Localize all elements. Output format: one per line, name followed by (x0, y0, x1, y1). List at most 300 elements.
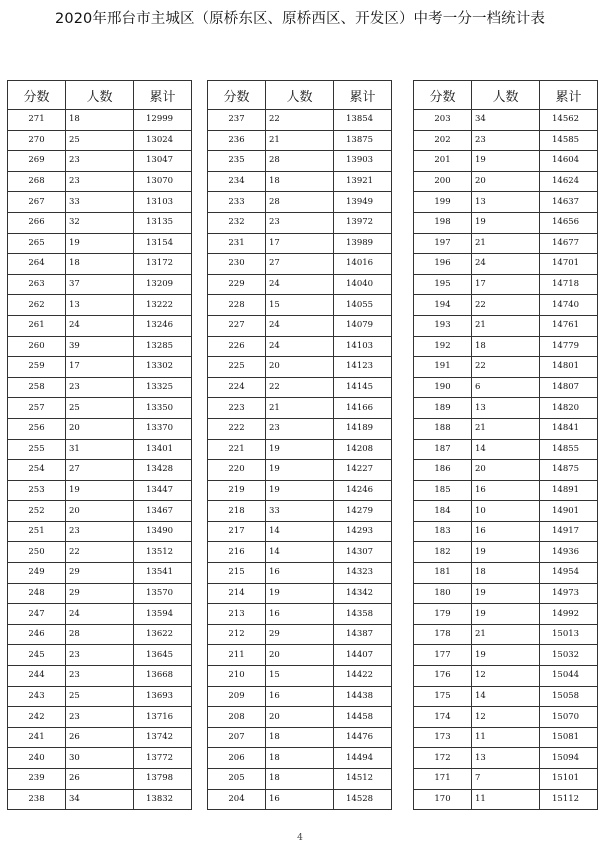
table-row (8, 666, 192, 687)
score-cell: 170 (414, 789, 472, 810)
table-row (208, 336, 392, 357)
count-cell: 20 (266, 707, 334, 728)
count-cell: 20 (472, 460, 540, 481)
table-row (208, 727, 392, 748)
count-cell: 18 (472, 336, 540, 357)
count-cell: 19 (472, 542, 540, 563)
cumulative-cell: 13302 (134, 357, 192, 378)
score-cell: 247 (8, 604, 66, 625)
cumulative-cell: 13772 (134, 748, 192, 769)
count-cell: 23 (66, 171, 134, 192)
cumulative-cell: 13172 (134, 254, 192, 275)
table-row (414, 501, 598, 522)
table-row (208, 192, 392, 213)
count-cell: 34 (472, 110, 540, 131)
score-table-2 (207, 80, 392, 810)
cumulative-cell: 14761 (540, 315, 598, 336)
table-row (208, 542, 392, 563)
table-row (208, 583, 392, 604)
cumulative-cell: 13103 (134, 192, 192, 213)
table-row (414, 439, 598, 460)
table-row (8, 727, 192, 748)
table-row (208, 460, 392, 481)
score-cell: 257 (8, 398, 66, 419)
score-cell: 253 (8, 480, 66, 501)
table-row (414, 666, 598, 687)
table-row (414, 192, 598, 213)
table-row (414, 171, 598, 192)
count-cell: 14 (472, 439, 540, 460)
cumulative-cell: 14820 (540, 398, 598, 419)
count-cell: 20 (266, 357, 334, 378)
table-row (208, 501, 392, 522)
table-row (8, 583, 192, 604)
score-cell: 200 (414, 171, 472, 192)
cumulative-cell: 14841 (540, 418, 598, 439)
score-cell: 215 (208, 563, 266, 584)
cumulative-cell: 14476 (334, 727, 392, 748)
table-row (8, 563, 192, 584)
header-score: 分数 (8, 81, 66, 110)
cumulative-cell: 14387 (334, 624, 392, 645)
score-cell: 265 (8, 233, 66, 254)
score-cell: 254 (8, 460, 66, 481)
cumulative-cell: 14512 (334, 769, 392, 790)
count-cell: 17 (472, 274, 540, 295)
count-cell: 23 (66, 521, 134, 542)
count-cell: 34 (66, 789, 134, 810)
score-cell: 255 (8, 439, 66, 460)
score-cell: 210 (208, 666, 266, 687)
cumulative-cell: 14701 (540, 254, 598, 275)
cumulative-cell: 14407 (334, 645, 392, 666)
count-cell: 18 (266, 769, 334, 790)
count-cell: 19 (266, 480, 334, 501)
score-cell: 239 (8, 769, 66, 790)
count-cell: 11 (472, 789, 540, 810)
count-cell: 28 (266, 151, 334, 172)
cumulative-cell: 13594 (134, 604, 192, 625)
table-row (8, 460, 192, 481)
score-cell: 179 (414, 604, 472, 625)
table-row (414, 542, 598, 563)
cumulative-cell: 14189 (334, 418, 392, 439)
page-title: 2020年邢台市主城区（原桥东区、原桥西区、开发区）中考一分一档统计表 (55, 11, 545, 27)
count-cell: 22 (66, 542, 134, 563)
count-cell: 37 (66, 274, 134, 295)
header-cumulative: 累计 (134, 81, 192, 110)
cumulative-cell: 14293 (334, 521, 392, 542)
score-cell: 259 (8, 357, 66, 378)
count-cell: 21 (472, 315, 540, 336)
table-row (8, 315, 192, 336)
count-cell: 30 (66, 748, 134, 769)
table-row (208, 315, 392, 336)
table-row (208, 521, 392, 542)
count-cell: 16 (266, 604, 334, 625)
count-cell: 29 (66, 583, 134, 604)
count-cell: 24 (66, 604, 134, 625)
table-row (414, 254, 598, 275)
header-count: 人数 (472, 81, 540, 110)
score-cell: 208 (208, 707, 266, 728)
cumulative-cell: 13570 (134, 583, 192, 604)
count-cell: 23 (66, 707, 134, 728)
table-row (208, 212, 392, 233)
count-cell: 7 (472, 769, 540, 790)
header-score: 分数 (414, 81, 472, 110)
cumulative-cell: 14458 (334, 707, 392, 728)
score-cell: 184 (414, 501, 472, 522)
table-row (8, 130, 192, 151)
score-cell: 262 (8, 295, 66, 316)
table-row (208, 769, 392, 790)
cumulative-cell: 14954 (540, 563, 598, 584)
table-row (208, 666, 392, 687)
cumulative-cell: 15101 (540, 769, 598, 790)
score-table-3 (413, 80, 598, 810)
score-cell: 227 (208, 315, 266, 336)
count-cell: 25 (66, 130, 134, 151)
table-row (414, 583, 598, 604)
table-header-row (8, 81, 192, 110)
table-row (414, 130, 598, 151)
table-row (208, 151, 392, 172)
score-cell: 266 (8, 212, 66, 233)
cumulative-cell: 13154 (134, 233, 192, 254)
score-cell: 242 (8, 707, 66, 728)
count-cell: 28 (266, 192, 334, 213)
count-cell: 23 (66, 151, 134, 172)
page-number: 4 (297, 833, 303, 843)
score-cell: 206 (208, 748, 266, 769)
table-row (8, 274, 192, 295)
score-cell: 258 (8, 377, 66, 398)
cumulative-cell: 14677 (540, 233, 598, 254)
table-row (8, 398, 192, 419)
cumulative-cell: 14016 (334, 254, 392, 275)
table-row (8, 171, 192, 192)
cumulative-cell: 15081 (540, 727, 598, 748)
score-cell: 198 (414, 212, 472, 233)
table-row (8, 521, 192, 542)
score-cell: 191 (414, 357, 472, 378)
score-cell: 193 (414, 315, 472, 336)
table-row (208, 233, 392, 254)
table-row (414, 418, 598, 439)
count-cell: 24 (66, 315, 134, 336)
count-cell: 20 (66, 418, 134, 439)
count-cell: 25 (66, 686, 134, 707)
score-cell: 211 (208, 645, 266, 666)
score-cell: 190 (414, 377, 472, 398)
table-row (208, 130, 392, 151)
count-cell: 13 (472, 748, 540, 769)
table-row (414, 521, 598, 542)
table-row (208, 480, 392, 501)
score-cell: 249 (8, 563, 66, 584)
count-cell: 22 (266, 110, 334, 131)
table-row (208, 274, 392, 295)
table-row (414, 727, 598, 748)
cumulative-cell: 13135 (134, 212, 192, 233)
table-row (208, 377, 392, 398)
count-cell: 18 (66, 254, 134, 275)
count-cell: 13 (472, 398, 540, 419)
cumulative-cell: 13798 (134, 769, 192, 790)
cumulative-cell: 14145 (334, 377, 392, 398)
cumulative-cell: 13070 (134, 171, 192, 192)
table-header-row (208, 81, 392, 110)
count-cell: 21 (472, 418, 540, 439)
score-cell: 172 (414, 748, 472, 769)
table-row (8, 110, 192, 131)
score-cell: 224 (208, 377, 266, 398)
score-cell: 171 (414, 769, 472, 790)
cumulative-cell: 13668 (134, 666, 192, 687)
cumulative-cell: 14528 (334, 789, 392, 810)
score-cell: 201 (414, 151, 472, 172)
count-cell: 20 (66, 501, 134, 522)
score-cell: 246 (8, 624, 66, 645)
cumulative-cell: 13903 (334, 151, 392, 172)
count-cell: 19 (472, 212, 540, 233)
cumulative-cell: 14227 (334, 460, 392, 481)
table-row (414, 357, 598, 378)
table-row (8, 645, 192, 666)
count-cell: 28 (66, 624, 134, 645)
count-cell: 31 (66, 439, 134, 460)
count-cell: 19 (472, 604, 540, 625)
cumulative-cell: 14307 (334, 542, 392, 563)
cumulative-cell: 13972 (334, 212, 392, 233)
score-cell: 203 (414, 110, 472, 131)
table-row (8, 789, 192, 810)
count-cell: 19 (266, 439, 334, 460)
table-row (208, 254, 392, 275)
cumulative-cell: 14166 (334, 398, 392, 419)
table-row (8, 501, 192, 522)
score-cell: 186 (414, 460, 472, 481)
count-cell: 19 (66, 480, 134, 501)
count-cell: 18 (266, 171, 334, 192)
count-cell: 14 (266, 542, 334, 563)
count-cell: 33 (266, 501, 334, 522)
table-row (8, 357, 192, 378)
cumulative-cell: 14055 (334, 295, 392, 316)
count-cell: 14 (472, 686, 540, 707)
score-cell: 233 (208, 192, 266, 213)
count-cell: 20 (266, 645, 334, 666)
cumulative-cell: 14624 (540, 171, 598, 192)
table-row (414, 110, 598, 131)
cumulative-cell: 13875 (334, 130, 392, 151)
count-cell: 23 (66, 666, 134, 687)
cumulative-cell: 14801 (540, 357, 598, 378)
score-cell: 174 (414, 707, 472, 728)
cumulative-cell: 13949 (334, 192, 392, 213)
table-row (414, 480, 598, 501)
count-cell: 29 (266, 624, 334, 645)
table-row (208, 439, 392, 460)
count-cell: 17 (66, 357, 134, 378)
cumulative-cell: 14585 (540, 130, 598, 151)
score-cell: 187 (414, 439, 472, 460)
score-cell: 244 (8, 666, 66, 687)
score-cell: 238 (8, 789, 66, 810)
table-row (8, 377, 192, 398)
score-cell: 225 (208, 357, 266, 378)
cumulative-cell: 14973 (540, 583, 598, 604)
count-cell: 23 (66, 645, 134, 666)
count-cell: 21 (472, 233, 540, 254)
cumulative-cell: 14342 (334, 583, 392, 604)
cumulative-cell: 13622 (134, 624, 192, 645)
cumulative-cell: 13350 (134, 398, 192, 419)
count-cell: 23 (266, 212, 334, 233)
count-cell: 13 (66, 295, 134, 316)
cumulative-cell: 14494 (334, 748, 392, 769)
table-row (414, 398, 598, 419)
score-cell: 235 (208, 151, 266, 172)
cumulative-cell: 14656 (540, 212, 598, 233)
table-row (208, 604, 392, 625)
score-table-1 (7, 80, 192, 810)
score-cell: 213 (208, 604, 266, 625)
count-cell: 19 (472, 583, 540, 604)
score-cell: 195 (414, 274, 472, 295)
score-cell: 260 (8, 336, 66, 357)
cumulative-cell: 14637 (540, 192, 598, 213)
cumulative-cell: 13285 (134, 336, 192, 357)
count-cell: 10 (472, 501, 540, 522)
count-cell: 19 (266, 460, 334, 481)
count-cell: 17 (266, 233, 334, 254)
score-cell: 175 (414, 686, 472, 707)
score-cell: 229 (208, 274, 266, 295)
table-row (8, 748, 192, 769)
count-cell: 19 (266, 583, 334, 604)
count-cell: 22 (472, 357, 540, 378)
score-cell: 209 (208, 686, 266, 707)
count-cell: 24 (266, 336, 334, 357)
cumulative-cell: 14936 (540, 542, 598, 563)
table-row (208, 624, 392, 645)
count-cell: 21 (266, 130, 334, 151)
score-cell: 268 (8, 171, 66, 192)
cumulative-cell: 13325 (134, 377, 192, 398)
score-cell: 271 (8, 110, 66, 131)
table-row (8, 151, 192, 172)
table-row (208, 563, 392, 584)
score-cell: 197 (414, 233, 472, 254)
score-cell: 180 (414, 583, 472, 604)
score-cell: 270 (8, 130, 66, 151)
count-cell: 19 (472, 151, 540, 172)
cumulative-cell: 14875 (540, 460, 598, 481)
table-row (208, 707, 392, 728)
header-count: 人数 (266, 81, 334, 110)
table-row (8, 192, 192, 213)
table-row (414, 233, 598, 254)
table-row (8, 686, 192, 707)
count-cell: 19 (66, 233, 134, 254)
table-row (8, 212, 192, 233)
cumulative-cell: 13541 (134, 563, 192, 584)
count-cell: 14 (266, 521, 334, 542)
table-row (414, 624, 598, 645)
count-cell: 21 (472, 624, 540, 645)
table-row (208, 748, 392, 769)
table-row (208, 110, 392, 131)
table-row (8, 233, 192, 254)
table-row (208, 686, 392, 707)
table-row (414, 212, 598, 233)
count-cell: 6 (472, 377, 540, 398)
count-cell: 20 (472, 171, 540, 192)
cumulative-cell: 14103 (334, 336, 392, 357)
score-cell: 223 (208, 398, 266, 419)
count-cell: 12 (472, 666, 540, 687)
cumulative-cell: 13447 (134, 480, 192, 501)
cumulative-cell: 13989 (334, 233, 392, 254)
cumulative-cell: 13222 (134, 295, 192, 316)
cumulative-cell: 13490 (134, 521, 192, 542)
cumulative-cell: 13401 (134, 439, 192, 460)
cumulative-cell: 14562 (540, 110, 598, 131)
score-cell: 214 (208, 583, 266, 604)
count-cell: 29 (66, 563, 134, 584)
table-row (414, 295, 598, 316)
table-row (414, 315, 598, 336)
score-cell: 220 (208, 460, 266, 481)
score-cell: 263 (8, 274, 66, 295)
cumulative-cell: 13209 (134, 274, 192, 295)
score-cell: 228 (208, 295, 266, 316)
table-row (414, 151, 598, 172)
score-cell: 178 (414, 624, 472, 645)
cumulative-cell: 14740 (540, 295, 598, 316)
cumulative-cell: 14992 (540, 604, 598, 625)
cumulative-cell: 14246 (334, 480, 392, 501)
count-cell: 18 (266, 748, 334, 769)
table-row (8, 542, 192, 563)
score-cell: 222 (208, 418, 266, 439)
score-cell: 240 (8, 748, 66, 769)
count-cell: 26 (66, 769, 134, 790)
table-row (8, 439, 192, 460)
table-row (414, 377, 598, 398)
score-cell: 230 (208, 254, 266, 275)
count-cell: 22 (266, 377, 334, 398)
cumulative-cell: 14438 (334, 686, 392, 707)
score-cell: 189 (414, 398, 472, 419)
cumulative-cell: 13693 (134, 686, 192, 707)
count-cell: 16 (266, 789, 334, 810)
score-cell: 207 (208, 727, 266, 748)
table-row (414, 686, 598, 707)
cumulative-cell: 14891 (540, 480, 598, 501)
cumulative-cell: 14123 (334, 357, 392, 378)
cumulative-cell: 13921 (334, 171, 392, 192)
score-cell: 237 (208, 110, 266, 131)
cumulative-cell: 13246 (134, 315, 192, 336)
count-cell: 24 (472, 254, 540, 275)
score-cell: 264 (8, 254, 66, 275)
score-cell: 251 (8, 521, 66, 542)
score-cell: 219 (208, 480, 266, 501)
score-cell: 252 (8, 501, 66, 522)
